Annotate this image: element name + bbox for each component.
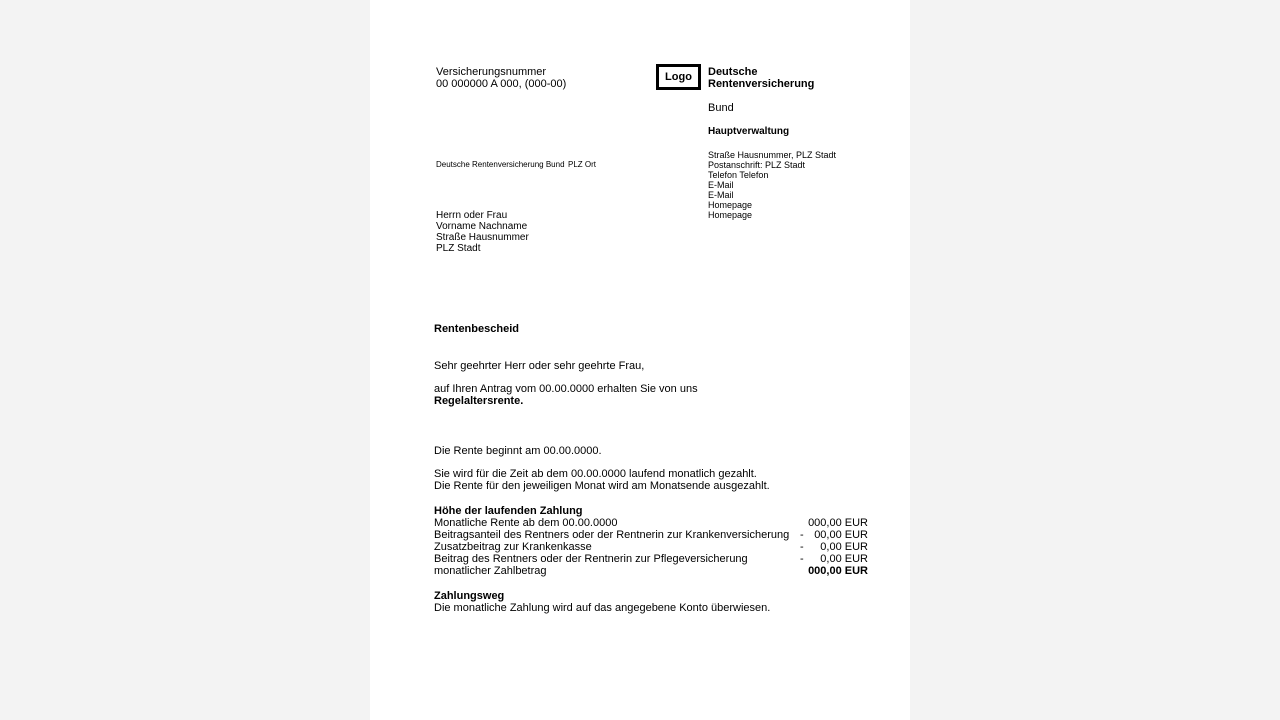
payment-row-net-amount bbox=[434, 565, 868, 577]
payment-row-monthly-pension bbox=[434, 517, 868, 529]
insurance-number-value: 00 000000 A 000, (000-00) bbox=[436, 78, 567, 90]
logo-placeholder bbox=[656, 64, 701, 90]
sender-email-1: E-Mail bbox=[708, 180, 734, 190]
sender-org-line2: Rentenversicherung bbox=[708, 78, 815, 90]
sender-org-line1: Deutsche bbox=[708, 66, 758, 78]
payment-table bbox=[434, 517, 868, 577]
payment-row-health-insurance bbox=[434, 529, 868, 541]
insurance-number-label: Versicherungsnummer bbox=[436, 66, 547, 78]
payment-row-sign: - bbox=[800, 553, 804, 565]
payment-row-amount: 000,00 EUR bbox=[808, 565, 868, 577]
payment-info-line1: Sie wird für die Zeit ab dem 00.00.0000 laufend monatlich gezahlt. bbox=[434, 468, 757, 480]
payment-method-heading: Zahlungsweg bbox=[434, 590, 505, 602]
sender-org-line3: Bund bbox=[708, 102, 734, 114]
payment-heading: Höhe der laufenden Zahlung bbox=[434, 505, 583, 517]
payment-row-amount: 0,00 EUR bbox=[820, 541, 868, 553]
pension-start: Die Rente beginnt am 00.00.0000. bbox=[434, 445, 602, 457]
payment-row-label: Monatliche Rente ab dem 00.00.0000 bbox=[434, 517, 618, 529]
payment-info-line2: Die Rente für den jeweiligen Monat wird am Monatsende ausgezahlt. bbox=[434, 480, 770, 492]
pension-type: Regelaltersrente. bbox=[434, 395, 524, 407]
payment-row-amount: 00,00 EUR bbox=[814, 529, 868, 541]
sender-address-postal: Postanschrift: PLZ Stadt bbox=[708, 160, 806, 170]
payment-row-sign: - bbox=[800, 541, 804, 553]
payment-row-label: monatlicher Zahlbetrag bbox=[434, 565, 547, 577]
letter-salutation: Sehr geehrter Herr oder sehr geehrte Frau, bbox=[434, 360, 645, 372]
recipient-city: PLZ Stadt bbox=[436, 243, 481, 254]
recipient-salutation: Herrn oder Frau bbox=[436, 210, 508, 221]
sender-homepage-2: Homepage bbox=[708, 210, 753, 220]
logo-text: Logo bbox=[665, 71, 692, 83]
payment-row-label: Zusatzbeitrag zur Krankenkasse bbox=[434, 541, 592, 553]
payment-row-label: Beitrag des Rentners oder der Rentnerin zur Pflegeversicherung bbox=[434, 553, 748, 565]
payment-method-text: Die monatliche Zahlung wird auf das angegebene Konto überwiesen. bbox=[434, 602, 771, 614]
payment-row-additional-contribution bbox=[434, 541, 868, 553]
payment-row-label: Beitragsanteil des Rentners oder der Rentnerin zur Krankenversicherung bbox=[434, 529, 790, 541]
sender-phone: Telefon Telefon bbox=[708, 170, 769, 180]
payment-row-care-insurance bbox=[434, 553, 868, 565]
return-address-place: PLZ Ort bbox=[568, 160, 597, 169]
letter-subject: Rentenbescheid bbox=[434, 323, 519, 335]
letter-intro: auf Ihren Antrag vom 00.00.0000 erhalten Sie von uns bbox=[434, 383, 698, 395]
sender-homepage-1: Homepage bbox=[708, 200, 753, 210]
recipient-street: Straße Hausnummer bbox=[436, 232, 529, 243]
sender-address-street: Straße Hausnummer, PLZ Stadt bbox=[708, 150, 837, 160]
sender-email-2: E-Mail bbox=[708, 190, 734, 200]
payment-row-amount: 0,00 EUR bbox=[820, 553, 868, 565]
payment-row-sign: - bbox=[800, 529, 804, 541]
payment-row-amount: 000,00 EUR bbox=[808, 517, 868, 529]
letter-page bbox=[370, 0, 910, 720]
return-address-org: Deutsche Rentenversicherung Bund bbox=[436, 160, 565, 169]
sender-department: Hauptverwaltung bbox=[708, 126, 790, 137]
recipient-name: Vorname Nachname bbox=[436, 221, 528, 232]
